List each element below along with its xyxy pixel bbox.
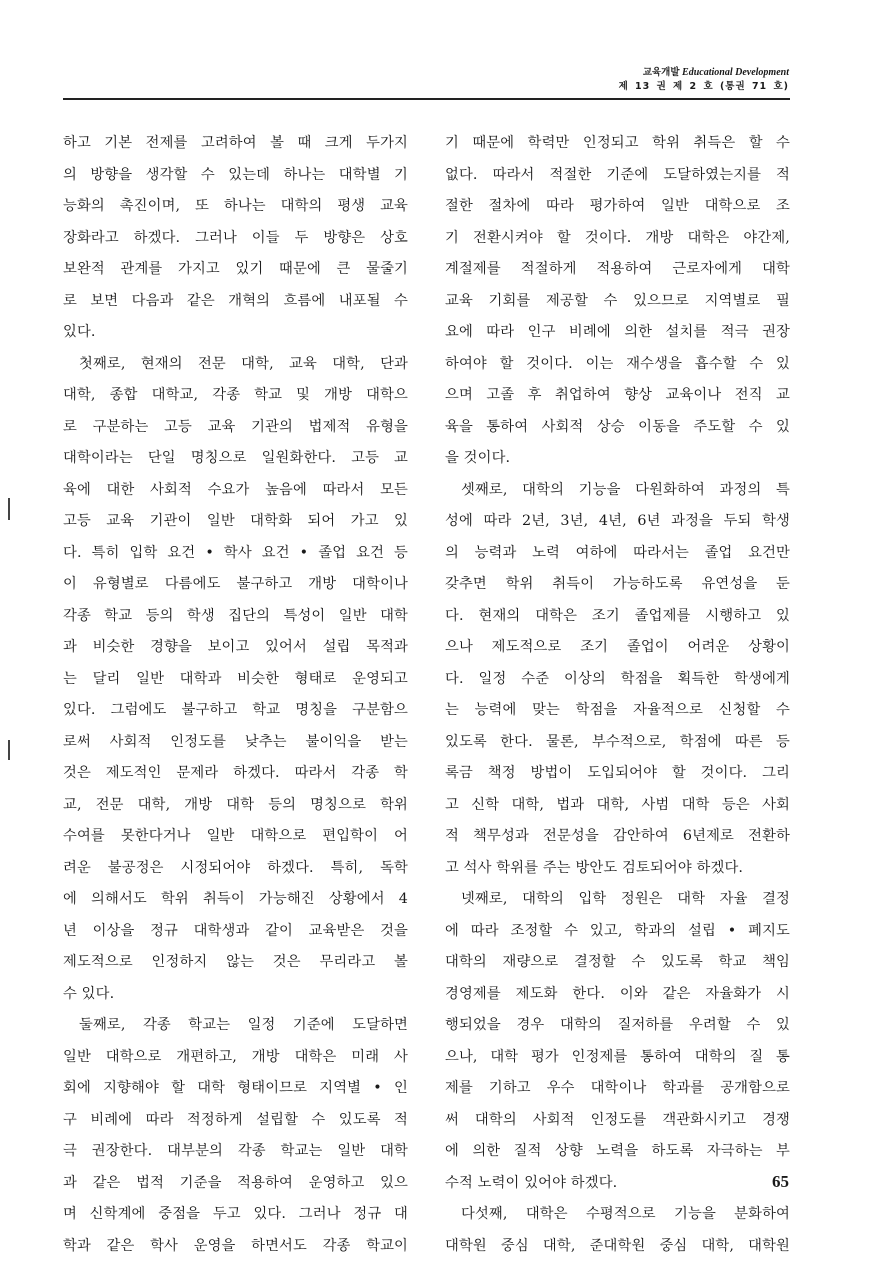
text-line: 육을 통하여 사회적 상승 이동을 주도할 수 있 [445, 412, 790, 444]
text-line: 대학, 종합 대학교, 각종 학교 및 개방 대학으 [63, 380, 408, 412]
text-line: 다. 현재의 대학은 조기 졸업제를 시행하고 있 [445, 601, 790, 633]
text-line: 제도적으로 인정하지 않는 것은 무리라고 볼 [63, 947, 408, 979]
text-line: 각종 학교 등의 학생 집단의 특성이 일반 대학 [63, 601, 408, 633]
text-line: 며 신학계에 중점을 두고 있다. 그러나 정규 대 [63, 1199, 408, 1231]
text-line: 대학원 중심 대학, 준대학원 중심 대학, 대학원 [445, 1231, 790, 1262]
text-line: 교, 전문 대학, 개방 대학 등의 명칭으로 학위 [63, 790, 408, 822]
text-line: 경영제를 제도화 한다. 이와 같은 자율화가 시 [445, 979, 790, 1011]
text-line: 고 신학 대학, 법과 대학, 사범 대학 등은 사회 [445, 790, 790, 822]
journal-title-english: Educational Development [682, 67, 789, 78]
text-line: 려운 불공정은 시정되어야 하겠다. 특히, 독학 [63, 853, 408, 885]
text-line: 로 구분하는 고등 교육 기관의 법제적 유형을 [63, 412, 408, 444]
text-line: 계절제를 적절하게 적용하여 근로자에게 대학 [445, 254, 790, 286]
text-line: 제를 기하고 우수 대학이나 학과를 공개함으로 [445, 1073, 790, 1105]
text-line: 갖추면 학위 취득이 가능하도록 유연성을 둔 [445, 569, 790, 601]
header-rule [63, 98, 790, 100]
text-line: 요에 따라 인구 비례에 의한 설치를 적극 권장 [445, 317, 790, 349]
text-line: 과 같은 법적 기준을 적용하여 운영하고 있으 [63, 1168, 408, 1200]
left-text-column [63, 128, 408, 1262]
running-header [619, 66, 789, 94]
volume-issue: 제 13 권 제 2 호 (통권 71 호) [619, 80, 789, 94]
text-line: 에 의해서도 학위 취득이 가능해진 상황에서 4 [63, 884, 408, 916]
paragraph-first-line: 셋째로, 대학의 기능을 다원화하여 과정의 특 [445, 475, 790, 507]
paragraph-first-line: 첫째로, 현재의 전문 대학, 교육 대학, 단과 [63, 349, 408, 381]
margin-mark [8, 498, 10, 520]
text-line: 학과 같은 학사 운영을 하면서도 각종 학교이 [63, 1231, 408, 1262]
text-line: 하여야 할 것이다. 이는 재수생을 흡수할 수 있 [445, 349, 790, 381]
text-line: 과 비슷한 경향을 보이고 있어서 설립 목적과 [63, 632, 408, 664]
text-line: 을 것이다. [445, 443, 790, 475]
right-text-column [445, 128, 790, 1262]
text-line: 성에 따라 2년, 3년, 4년, 6년 과정을 두되 학생 [445, 506, 790, 538]
text-line: 의 방향을 생각할 수 있는데 하나는 대학별 기 [63, 160, 408, 192]
text-line: 에 의한 질적 상향 노력을 하도록 자극하는 부 [445, 1136, 790, 1168]
paragraph-first-line: 다섯째, 대학은 수평적으로 기능을 분화하여 [445, 1199, 790, 1231]
text-line: 대학의 재량으로 결정할 수 있도록 학교 책임 [445, 947, 790, 979]
text-line: 의 능력과 노력 여하에 따라서는 졸업 요건만 [445, 538, 790, 570]
text-line: 수 있다. [63, 979, 408, 1011]
text-line: 로써 사회적 인정도를 낮추는 불이익을 받는 [63, 727, 408, 759]
text-line: 보완적 관계를 가지고 있기 때문에 큰 물줄기 [63, 254, 408, 286]
text-line: 는 능력에 맞는 학점을 자율적으로 신청할 수 [445, 695, 790, 727]
text-line: 수적 노력이 있어야 하겠다. [445, 1168, 790, 1200]
text-line: 교육 기회를 제공할 수 있으므로 지역별로 필 [445, 286, 790, 318]
text-line: 것은 제도적인 문제라 하겠다. 따라서 각종 학 [63, 758, 408, 790]
text-line: 절한 절차에 따라 평가하여 일반 대학으로 조 [445, 191, 790, 223]
text-line: 써 대학의 사회적 인정도를 객관화시키고 경쟁 [445, 1105, 790, 1137]
page-number: 65 [772, 1172, 789, 1192]
text-line: 육에 대한 사회적 수요가 높음에 따라서 모든 [63, 475, 408, 507]
text-line: 년 이상을 정규 대학생과 같이 교육받은 것을 [63, 916, 408, 948]
text-line: 에 따라 조정할 수 있고, 학과의 설립 • 폐지도 [445, 916, 790, 948]
text-line: 고 석사 학위를 주는 방안도 검토되어야 하겠다. [445, 853, 790, 885]
text-line: 이 유형별로 다름에도 불구하고 개방 대학이나 [63, 569, 408, 601]
text-line: 적 책무성과 전문성을 감안하여 6년제로 전환하 [445, 821, 790, 853]
text-line: 장화라고 하겠다. 그러나 이들 두 방향은 상호 [63, 223, 408, 255]
text-line: 으나 제도적으로 조기 졸업이 어려운 상황이 [445, 632, 790, 664]
text-line: 일반 대학으로 개편하고, 개방 대학은 미래 사 [63, 1042, 408, 1074]
text-line: 기 때문에 학력만 인정되고 학위 취득은 할 수 [445, 128, 790, 160]
text-line: 록금 책정 방법이 도입되어야 할 것이다. 그리 [445, 758, 790, 790]
paragraph-first-line: 둘째로, 각종 학교는 일정 기준에 도달하면 [63, 1010, 408, 1042]
text-line: 다. 특히 입학 요건 • 학사 요건 • 졸업 요건 등 [63, 538, 408, 570]
text-line: 으나, 대학 평가 인정제를 통하여 대학의 질 통 [445, 1042, 790, 1074]
text-line: 있다. [63, 317, 408, 349]
text-line: 수여를 못한다거나 일반 대학으로 편입학이 어 [63, 821, 408, 853]
margin-mark [8, 740, 10, 760]
text-line: 행되었을 경우 대학의 질저하를 우려할 수 있 [445, 1010, 790, 1042]
text-line: 로 보면 다음과 같은 개혁의 흐름에 내포될 수 [63, 286, 408, 318]
text-line: 기 전환시켜야 할 것이다. 개방 대학은 야간제, [445, 223, 790, 255]
text-line: 는 달리 일반 대학과 비슷한 형태로 운영되고 [63, 664, 408, 696]
text-line: 있도록 한다. 물론, 부수적으로, 학점에 따른 등 [445, 727, 790, 759]
text-line: 대학이라는 단일 명칭으로 일원화한다. 고등 교 [63, 443, 408, 475]
paragraph-first-line: 넷째로, 대학의 입학 정원은 대학 자율 결정 [445, 884, 790, 916]
journal-title-korean: 교육개발 [643, 67, 680, 78]
text-line: 능화의 촉진이며, 또 하나는 대학의 평생 교육 [63, 191, 408, 223]
text-line: 회에 지향해야 할 대학 형태이므로 지역별 • 인 [63, 1073, 408, 1105]
text-line: 없다. 따라서 적절한 기준에 도달하였는지를 적 [445, 160, 790, 192]
text-line: 다. 일정 수준 이상의 학점을 획득한 학생에게 [445, 664, 790, 696]
journal-title [619, 66, 789, 80]
text-line: 으며 고졸 후 취업하여 향상 교육이나 전직 교 [445, 380, 790, 412]
text-line: 하고 기본 전제를 고려하여 볼 때 크게 두가지 [63, 128, 408, 160]
text-line: 고등 교육 기관이 일반 대학화 되어 가고 있 [63, 506, 408, 538]
text-line: 있다. 그럼에도 불구하고 학교 명칭을 구분함으 [63, 695, 408, 727]
text-line: 구 비례에 따라 적정하게 설립할 수 있도록 적 [63, 1105, 408, 1137]
text-line: 극 권장한다. 대부분의 각종 학교는 일반 대학 [63, 1136, 408, 1168]
